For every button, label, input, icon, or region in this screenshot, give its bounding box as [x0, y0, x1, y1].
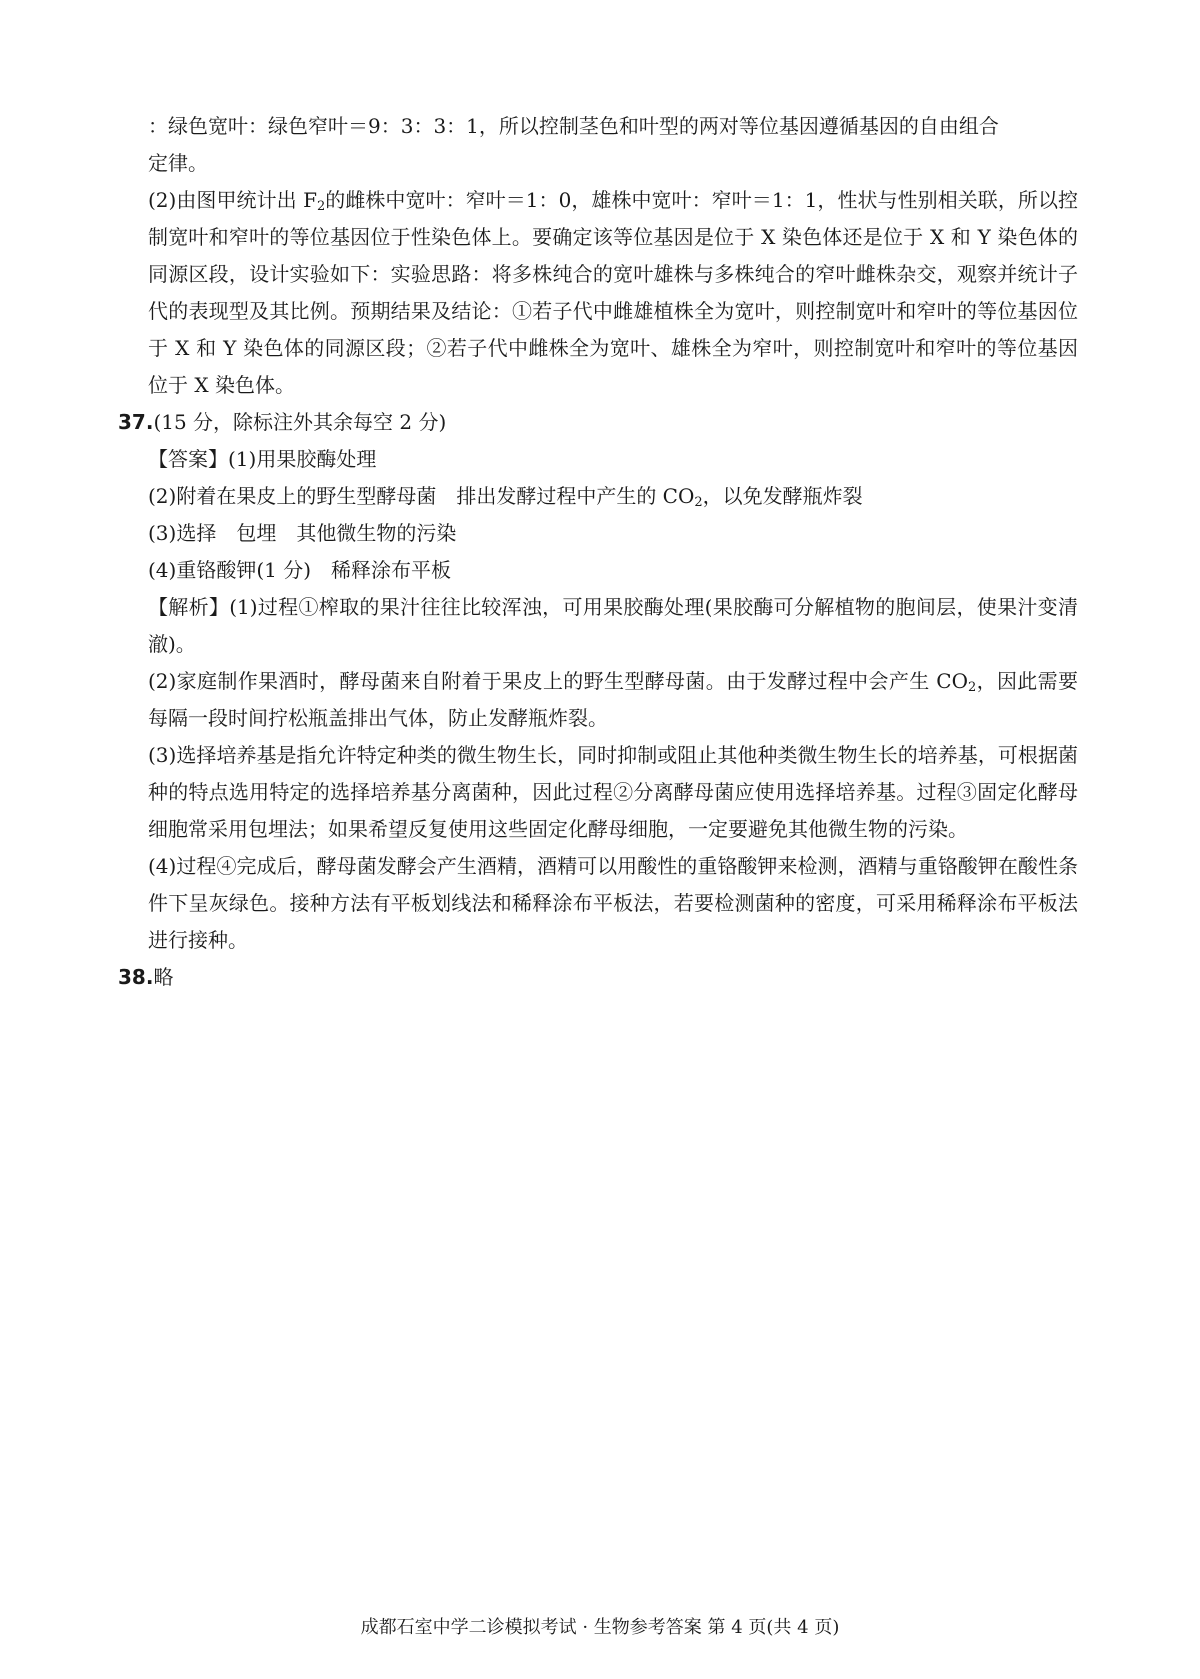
q37-score-note: (15 分，除标注外其余每空 2 分) [153, 410, 447, 434]
q37-a1-text: (1)用果胶酶处理 [228, 447, 377, 471]
q36-part2-paragraph [118, 182, 1078, 404]
q37-a2-text-a: (2)附着在果皮上的野生型酵母菌 排出发酵过程中产生的 CO [148, 484, 695, 508]
q37-number: 37. [118, 410, 154, 434]
q37-answer-2 [118, 478, 1078, 515]
q37-analysis-3: (3)选择培养基是指允许特定种类的微生物生长，同时抑制或阻止其他种类微生物生长的培养基，可根据菌种的特点选用特定的选择培养基分离菌种，因此过程②分离酵母菌应使用选择培养基。过程③固定化酵母细胞常采用包埋法；如果希望反复使用这些固定化酵母细胞，一定要避免其他微生物的污染。 [148, 743, 1078, 841]
q36-ratio-line [118, 108, 1078, 182]
q37-analysis-p2-text-b: ，因此需要每隔一段时间拧松瓶盖排出气体，防止发酵瓶炸裂。 [148, 669, 1079, 730]
q37-answer-1 [118, 441, 1078, 478]
q37-a2-text-b: ，以免发酵瓶炸裂 [702, 484, 863, 508]
q36-p2-text-a: (2)由图甲统计出 F [148, 188, 317, 212]
q37-analysis-4: (4)过程④完成后，酵母菌发酵会产生酒精，酒精可以用酸性的重铬酸钾来检测，酒精与重铬酸钾在酸性条件下呈灰绿色。接种方法有平板划线法和稀释涂布平板法，若要检测菌种的密度，可采用稀释涂布平板法进行接种。 [148, 854, 1078, 952]
page-footer: 成都石室中学二诊模拟考试 · 生物参考答案 第 4 页(共 4 页) [360, 1617, 840, 1638]
q37-analysis-p2-text-a: (2)家庭制作果酒时，酵母菌来自附着于果皮上的野生型酵母菌。由于发酵过程中会产生 CO [148, 669, 968, 693]
q37-analysis-p2-subscript: 2 [967, 680, 977, 695]
answer-content [118, 108, 1078, 996]
q37-analysis-1 [118, 589, 1078, 663]
q37-a2-subscript: 2 [694, 495, 703, 510]
q37-answer-3: (3)选择 包埋 其他微生物的污染 [148, 521, 457, 545]
q37-header [118, 404, 1078, 441]
q38-line [118, 959, 1078, 996]
q36-p2-subscript: 2 [316, 199, 326, 214]
q36-p2-text-b: 的雌株中宽叶：窄叶＝1：0，雄株中宽叶：窄叶＝1：1，性状与性别相关联，所以控制宽叶和窄叶的等位基因位于性染色体上。要确定该等位基因是位于 X 染色体还是位于 X 和 Y 染色体的同源区段，设计实验如下：实验思路：将多株纯合的宽叶雄株与多株纯合的窄叶雌株杂交，观察并统计子代的表现型及其比例。预期结果及结论：①若子代中雌雄植株全为宽叶，则控制宽叶和窄叶的等位基因位于 X 和 Y 染色体的同源区段；②若子代中雌株全为宽叶、雄株全为窄叶，则控制宽叶和窄叶的等位基因位于 X 染色体。 [148, 188, 1078, 397]
answer-label: 【答案】 [148, 447, 228, 471]
analysis-label: 【解析】 [148, 595, 230, 619]
q38-text: 略 [153, 965, 174, 989]
q37-answer-4: (4)重铬酸钾(1 分) 稀释涂布平板 [148, 558, 452, 582]
q37-analysis-2 [118, 663, 1078, 737]
q36-line2-text: 定律。 [148, 151, 208, 175]
q36-line1-text: ：绿色宽叶：绿色窄叶＝9：3：3：1，所以控制茎色和叶型的两对等位基因遵循基因的自由组合 [148, 114, 999, 138]
q38-number: 38. [118, 965, 154, 989]
q37-analysis-p1-text: (1)过程①榨取的果汁往往比较浑浊，可用果胶酶处理(果胶酶可分解植物的胞间层，使果汁变清澈)。 [148, 595, 1078, 656]
